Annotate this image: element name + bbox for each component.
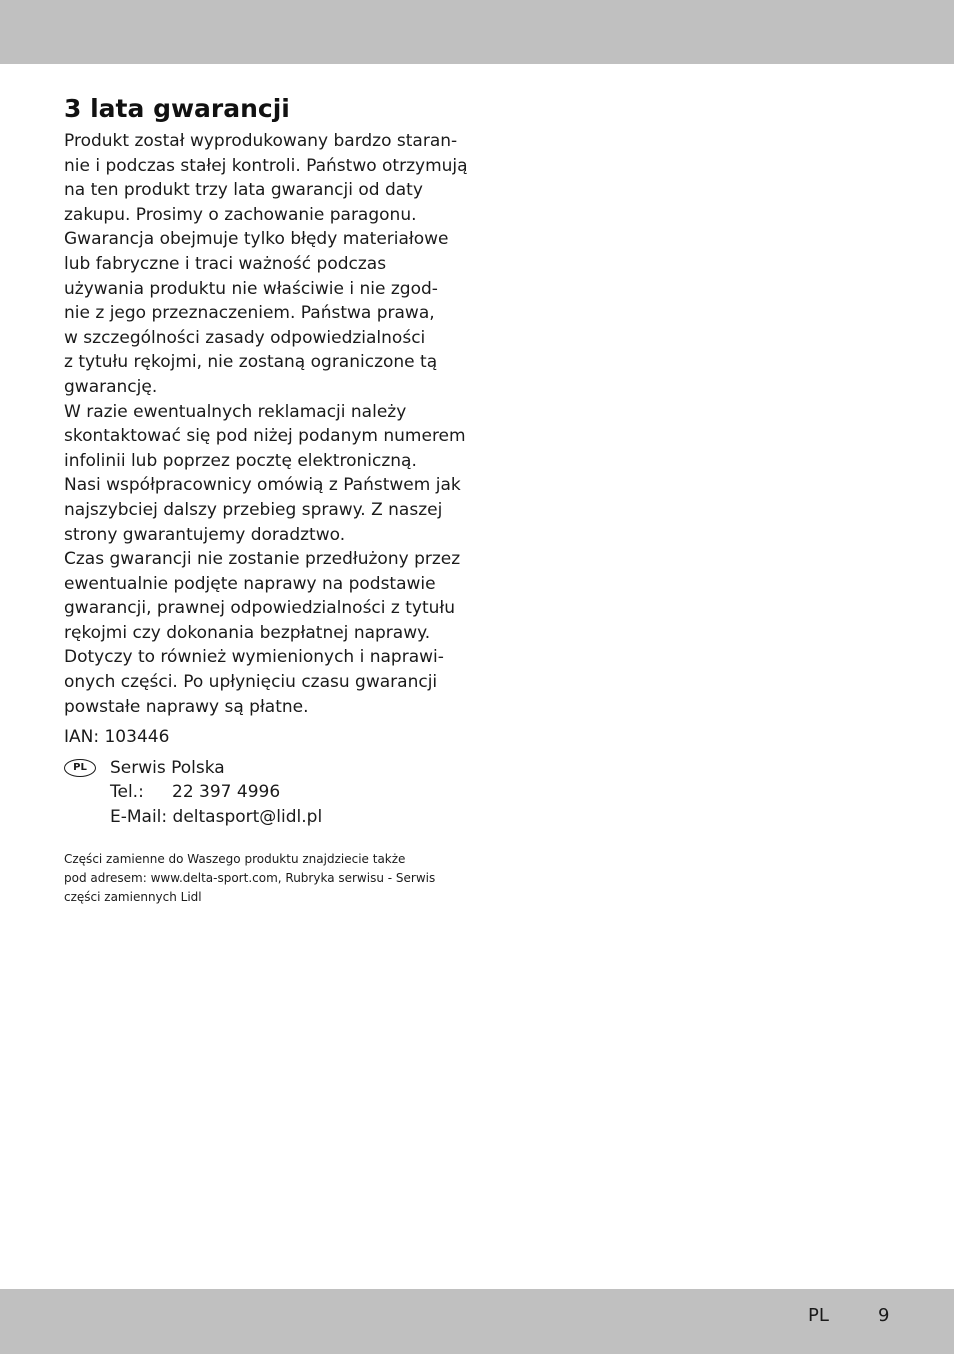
phone-label: Tel.:: [110, 782, 144, 803]
body-line: strony gwarantujemy doradztwo.: [64, 524, 346, 545]
body-line: powstałe naprawy są płatne.: [64, 696, 309, 717]
service-phone: [110, 780, 454, 805]
header-band: [0, 0, 954, 64]
body-line: zakupu. Prosimy o zachowanie paragonu.: [64, 204, 417, 225]
body-line: w szczególności zasady odpowiedzialności: [64, 327, 426, 348]
body-line: gwarancji, prawnej odpowiedzialności z tytułu: [64, 598, 456, 619]
country-badge-icon: PL: [64, 759, 96, 777]
body-line: na ten produkt trzy lata gwarancji od daty: [64, 180, 423, 201]
warranty-section: [64, 92, 468, 907]
note-line: pod adresem: www.delta-sport.com, Rubryka serwisu - Serwis: [64, 870, 436, 885]
body-line: nie i podczas stałej kontroli. Państwo otrzymują: [64, 155, 468, 176]
body-line: nie z jego przeznaczeniem. Państwa prawa,: [64, 303, 435, 324]
body-line: W razie ewentualnych reklamacji należy: [64, 401, 407, 422]
body-line: rękojmi czy dokonania bezpłatnej naprawy.: [64, 622, 431, 643]
page-number: 9: [878, 1305, 890, 1326]
section-title: 3 lata gwarancji: [64, 94, 290, 123]
body-line: Dotyczy to również wymienionych i naprawi-: [64, 647, 444, 668]
body-line: onych części. Po upłynięciu czasu gwarancji: [64, 672, 438, 693]
body-line: z tytułu rękojmi, nie zostaną ograniczone tą: [64, 352, 438, 373]
service-email: E-Mail: deltasport@lidl.pl: [110, 807, 323, 828]
warranty-body: [64, 129, 468, 719]
body-line: najszybciej dalszy przebieg sprawy. Z naszej: [64, 499, 443, 520]
body-line: infolinii lub poprzez pocztę elektroniczną.: [64, 450, 417, 471]
body-line: lub fabryczne i traci ważność podczas: [64, 253, 387, 274]
body-line: Produkt został wyprodukowany bardzo staran-: [64, 131, 458, 151]
body-line: używania produktu nie właściwie i nie zgod-: [64, 278, 438, 299]
body-line: ewentualnie podjęte naprawy na podstawie: [64, 573, 436, 594]
body-line: Nasi współpracownicy omówią z Państwem jak: [64, 475, 461, 496]
body-line: Czas gwarancji nie zostanie przedłużony przez: [64, 549, 461, 570]
note-line: Części zamienne do Waszego produktu znajdziecie także: [64, 851, 406, 866]
spare-parts-note: [64, 850, 454, 907]
service-name: Serwis Polska: [110, 757, 225, 778]
phone-number: 22 397 4996: [172, 782, 281, 803]
ian-number: IAN: 103446: [64, 727, 170, 748]
body-line: Gwarancja obejmuje tylko błędy materiałowe: [64, 229, 449, 250]
service-contact: [64, 756, 454, 830]
footer-language: PL: [808, 1305, 829, 1326]
body-line: skontaktować się pod niżej podanym numerem: [64, 426, 466, 447]
note-line: części zamiennych Lidl: [64, 889, 202, 904]
body-line: gwarancję.: [64, 376, 158, 397]
